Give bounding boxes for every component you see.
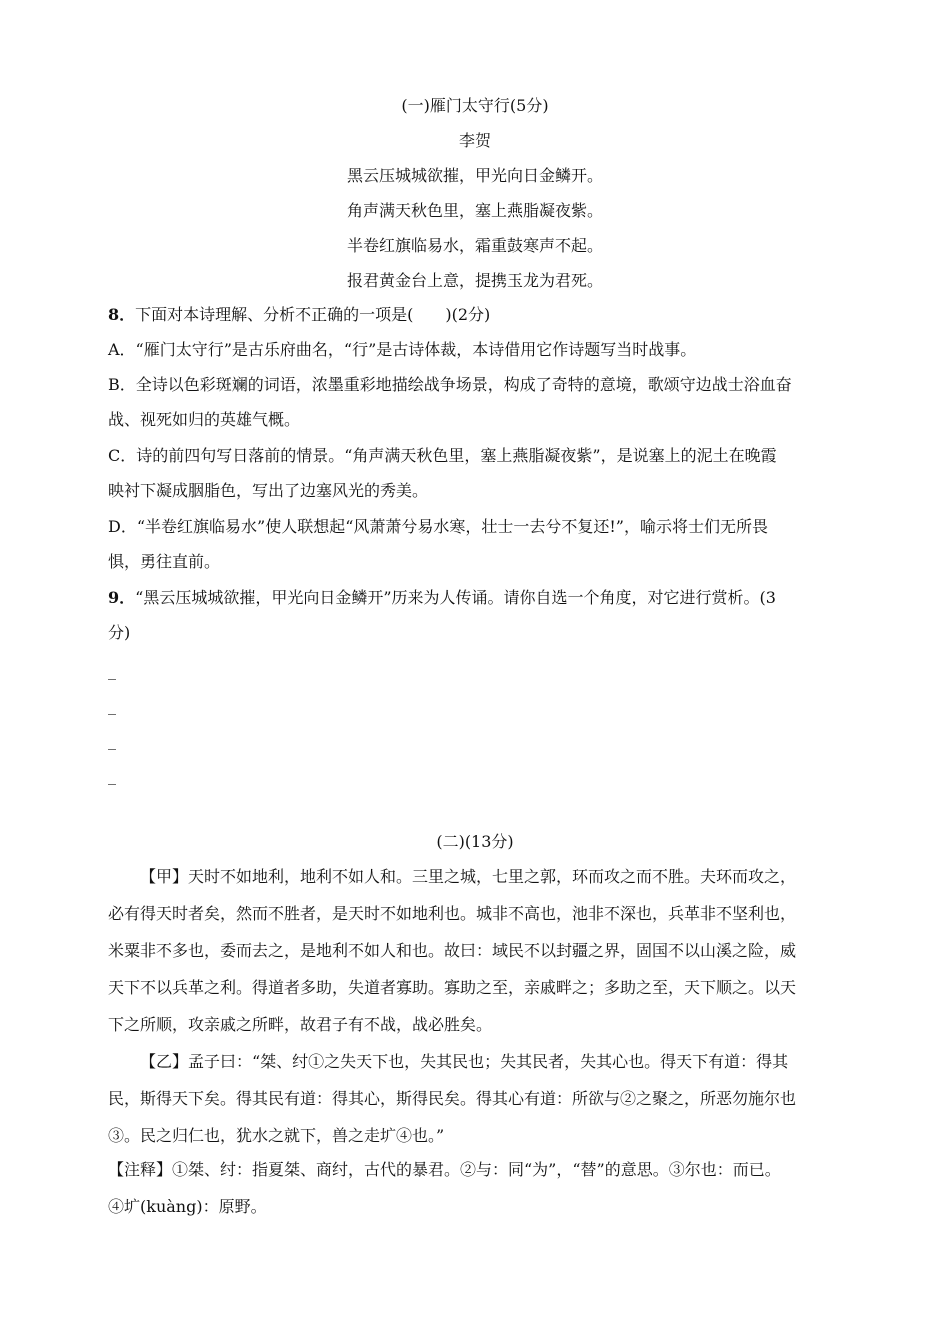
question-8-stem: 下面对本诗理解、分析不正确的一项是( )(2分) [135,305,491,324]
jia-line-5: 下之所顺，攻亲戚之所畔，故君子有不战，战必胜矣。 [108,1015,493,1034]
option-c-line-2: 映衬下凝成胭脂色，写出了边塞风光的秀美。 [108,481,429,500]
answer-blank-4[interactable]: _ [108,766,116,785]
notes-line-1: 【注释】①桀、纣：指夏桀、商纣，古代的暴君。②与：同“为”，“替”的意思。③尔也：而已。 [108,1160,781,1179]
option-d-line-2: 惧，勇往直前。 [108,552,221,571]
question-9 [108,588,850,608]
option-a: A．“雁门太守行”是古乐府曲名，“行”是古诗体裁，本诗借用它作诗题写当时战事。 [108,340,697,359]
section1-title: (一)雁门太守行(5分) [401,96,549,115]
poem-line-3: 半卷红旗临易水，霜重鼓寒声不起。 [346,236,603,255]
question-8 [108,305,850,325]
yi-line-3: ③。民之归仁也，犹水之就下，兽之走圹④也。” [108,1126,445,1145]
jia-line-2: 必有得天时者矣，然而不胜者，是天时不如地利也。城非不高也，池非不深也，兵革非不坚利也， [108,904,797,923]
option-c-line-1: C．诗的前四句写日落前的情景。“角声满天秋色里，塞上燕脂凝夜紫”，是说塞上的泥土在晚霞 [108,446,777,465]
yi-line-1: 【乙】孟子曰：“桀、纣①之失天下也，失其民也；失其民者，失其心也。得天下有道：得其 [140,1052,789,1071]
option-b-line-2: 战、视死如归的英雄气概。 [108,410,301,429]
jia-line-4: 天下不以兵革之利。得道者多助，失道者寡助。寡助之至，亲戚畔之；多助之至，天下顺之。以天 [108,978,797,997]
option-b-line-1: B．全诗以色彩斑斓的词语，浓墨重彩地描绘战争场景，构成了奇特的意境，歌颂守边战士浴血奋 [108,375,792,394]
poem-line-2: 角声满天秋色里，塞上燕脂凝夜紫。 [346,201,603,220]
notes-line-2: ④圹(kuàng)：原野。 [108,1197,267,1216]
section2-title: (二)(13分) [436,832,514,851]
question-9-number: 9． [108,588,136,607]
question-9-stem: “黑云压城城欲摧，甲光向日金鳞开”历来为人传诵。请你自选一个角度，对它进行赏析。(3 [135,588,776,607]
poem-author: 李贺 [458,131,491,150]
answer-blank-1[interactable]: _ [108,661,116,680]
jia-line-3: 米粟非不多也，委而去之，是地利不如人和也。故曰：域民不以封疆之界，固国不以山溪之险，威 [108,941,797,960]
yi-line-2: 民，斯得天下矣。得其民有道：得其心，斯得民矣。得其心有道：所欲与②之聚之，所恶勿施尔也 [108,1089,797,1108]
poem-line-4: 报君黄金台上意，提携玉龙为君死。 [346,271,603,290]
question-9-stem-line-2: 分) [108,623,131,642]
poem-line-1: 黑云压城城欲摧，甲光向日金鳞开。 [346,166,603,185]
jia-line-1: 【甲】天时不如地利，地利不如人和。三里之城，七里之郭，环而攻之而不胜。夫环而攻之， [140,867,797,886]
answer-blank-2[interactable]: _ [108,696,116,715]
answer-blank-3[interactable]: _ [108,731,116,750]
question-8-number: 8． [108,305,136,324]
option-d-line-1: D．“半卷红旗临易水”使人联想起“风萧萧兮易水寒，壮士一去兮不复还!”，喻示将士们无所畏 [108,517,768,536]
